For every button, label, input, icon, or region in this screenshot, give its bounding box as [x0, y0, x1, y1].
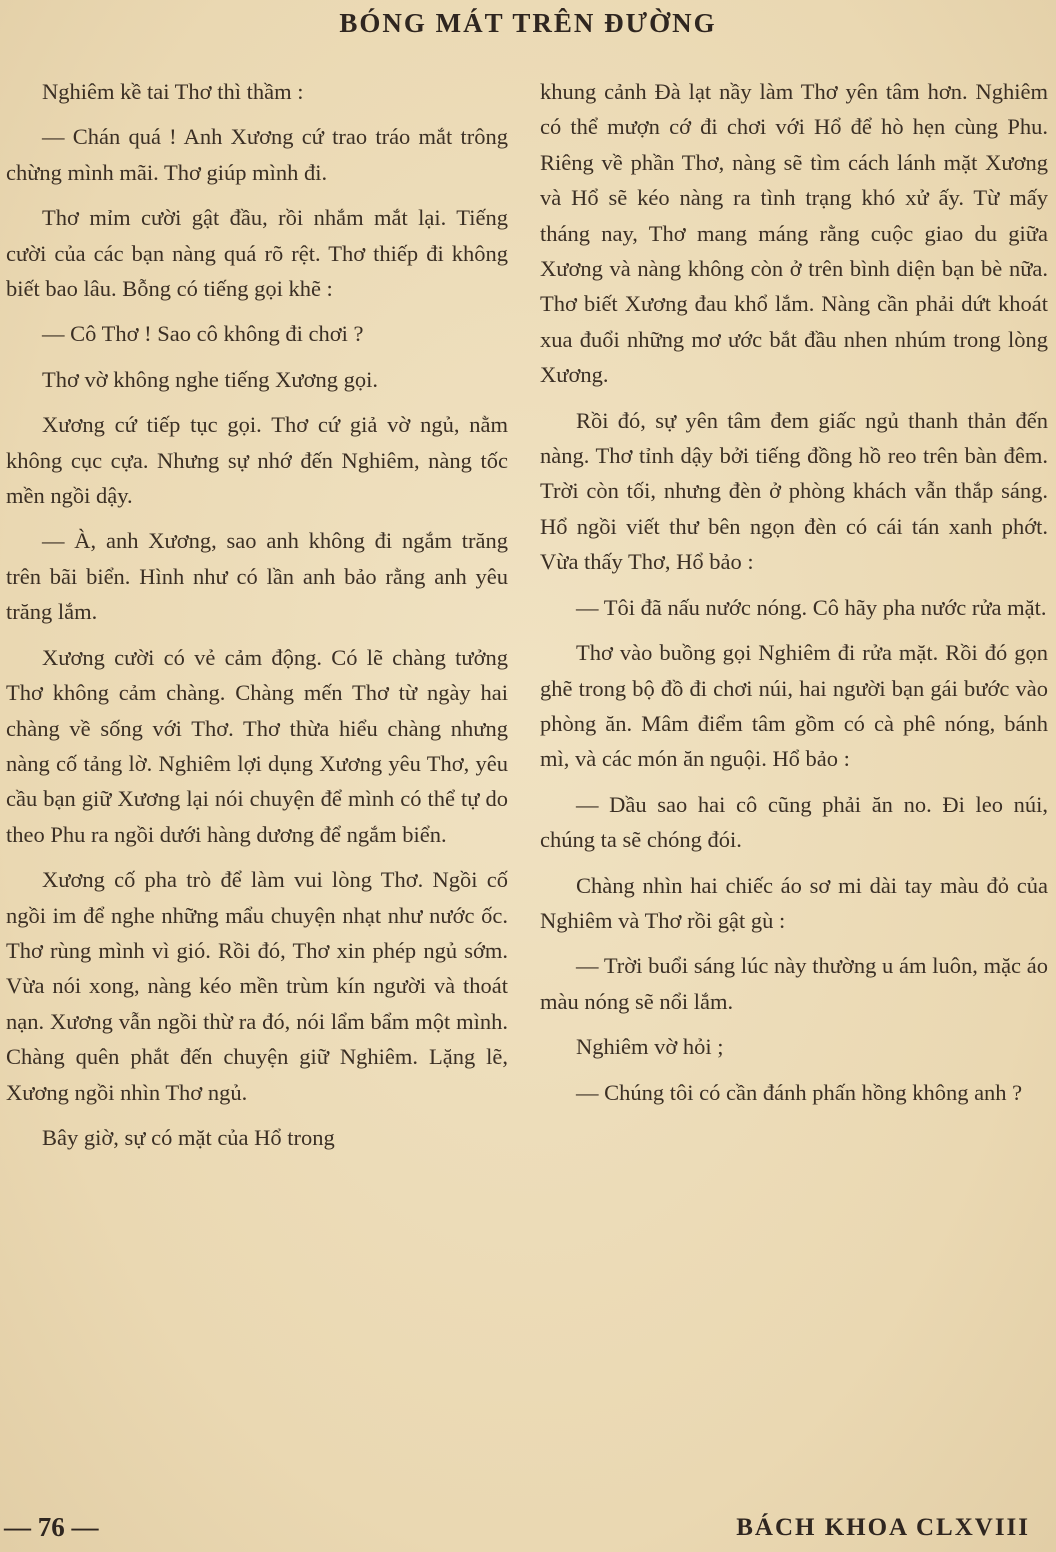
page-number: — 76 — [4, 1512, 99, 1542]
paragraph: — Cô Thơ ! Sao cô không đi chơi ? [42, 321, 364, 347]
running-header: BÓNG MÁT TRÊN ĐƯỜNG [339, 8, 717, 38]
paragraph: Nghiêm vờ hỏi ; [576, 1034, 724, 1060]
magazine-title: BÁCH KHOA CLXVIII [736, 1514, 1030, 1541]
paragraph: — À, anh Xương, sao anh không đi ngắm trăng trên bãi biển. Hình như có lần anh bảo rằng anh yêu trăng lắm. [6, 528, 508, 625]
paragraph: khung cảnh Đà lạt nầy làm Thơ yên tâm hơn. Nghiêm có thể mượn cớ đi chơi với Hổ để hò hẹn cùng Phu. Riêng về phần Thơ, nàng sẽ tìm cách lánh mặt Xương và Hổ sẽ kéo nàng ra tình trạng khó xử ấy. Từ mấy tháng nay, Thơ mang máng rằng cuộc giao du giữa Xương và nàng không còn ở trên bình diện bạn bè nữa. Thơ biết Xương đau khổ lắm. Nàng cần phải dứt khoát xua đuổi những mơ ước bắt đầu nhen nhúm trong lòng Xương. [540, 79, 1048, 388]
paragraph: Xương cười có vẻ cảm động. Có lẽ chàng tưởng Thơ không cảm chàng. Chàng mến Thơ từ ngày hai chàng về sống với Thơ. Thơ thừa hiểu chàng nhưng nàng cố tảng lờ. Nghiêm lợi dụng Xương yêu Thơ, yêu cầu bạn giữ Xương lại nói chuyện để mình có thể tự do theo Phu ra ngồi dưới hàng dương để ngắm biển. [6, 644, 508, 847]
paragraph: Thơ mỉm cười gật đầu, rồi nhắm mắt lại. Tiếng cười của các bạn nàng quá rõ rệt. Thơ thiếp đi không biết bao lâu. Bỗng có tiếng gọi khẽ : [6, 205, 508, 302]
paragraph: — Tôi đã nấu nước nóng. Cô hãy pha nước rửa mặt. [576, 594, 1047, 620]
left-column [6, 74, 508, 1165]
paragraph: Nghiêm kề tai Thơ thì thầm : [42, 79, 304, 104]
paragraph: — Dầu sao hai cô cũng phải ăn no. Đi leo núi, chúng ta sẽ chóng đói. [540, 791, 1048, 853]
paragraph: Xương cố pha trò để làm vui lòng Thơ. Ngồi cố ngồi im để nghe những mẩu chuyện nhạt như nước ốc. Thơ rùng mình vì gió. Rồi đó, Thơ xin phép ngủ sớm. Vừa nói xong, nàng kéo mền trùm kín người và thoát nạn. Xương vẫn ngồi thừ ra đó, nói lẩm bẩm một mình. Chàng quên phắt đến chuyện giữ Nghiêm. Lặng lẽ, Xương ngồi nhìn Thơ ngủ. [6, 867, 508, 1105]
paragraph: — Chúng tôi có cần đánh phấn hồng không anh ? [576, 1079, 1023, 1105]
paragraph: Thơ vào buồng gọi Nghiêm đi rửa mặt. Rồi đó gọn ghẽ trong bộ đồ đi chơi núi, hai người bạn gái bước vào phòng ăn. Mâm điểm tâm gồm có cà phê nóng, bánh mì, và các món ăn nguội. Hổ bảo : [540, 640, 1048, 772]
paragraph: Bây giờ, sự có mặt của Hổ trong [42, 1124, 335, 1150]
right-column [540, 74, 1048, 1120]
paragraph: Xương cứ tiếp tục gọi. Thơ cứ giả vờ ngủ, nằm không cục cựa. Nhưng sự nhớ đến Nghiêm, nàng tốc mền ngồi dậy. [6, 412, 508, 509]
paragraph: — Trời buổi sáng lúc này thường u ám luôn, mặc áo màu nóng sẽ nổi lắm. [540, 953, 1048, 1014]
paragraph: Chàng nhìn hai chiếc áo sơ mi dài tay màu đỏ của Nghiêm và Thơ rồi gật gù : [540, 872, 1048, 933]
paragraph: Thơ vờ không nghe tiếng Xương gọi. [42, 366, 378, 392]
paragraph: — Chán quá ! Anh Xương cứ trao tráo mắt trông chừng mình mãi. Thơ giúp mình đi. [6, 124, 508, 185]
paragraph: Rồi đó, sự yên tâm đem giấc ngủ thanh thản đến nàng. Thơ tỉnh dậy bởi tiếng đồng hồ reo trên bàn đêm. Trời còn tối, nhưng đèn ở phòng khách vẫn thắp sáng. Hổ ngồi viết thư bên ngọn đèn có cái tán xanh phớt. Vừa thấy Thơ, Hổ bảo : [540, 407, 1048, 575]
